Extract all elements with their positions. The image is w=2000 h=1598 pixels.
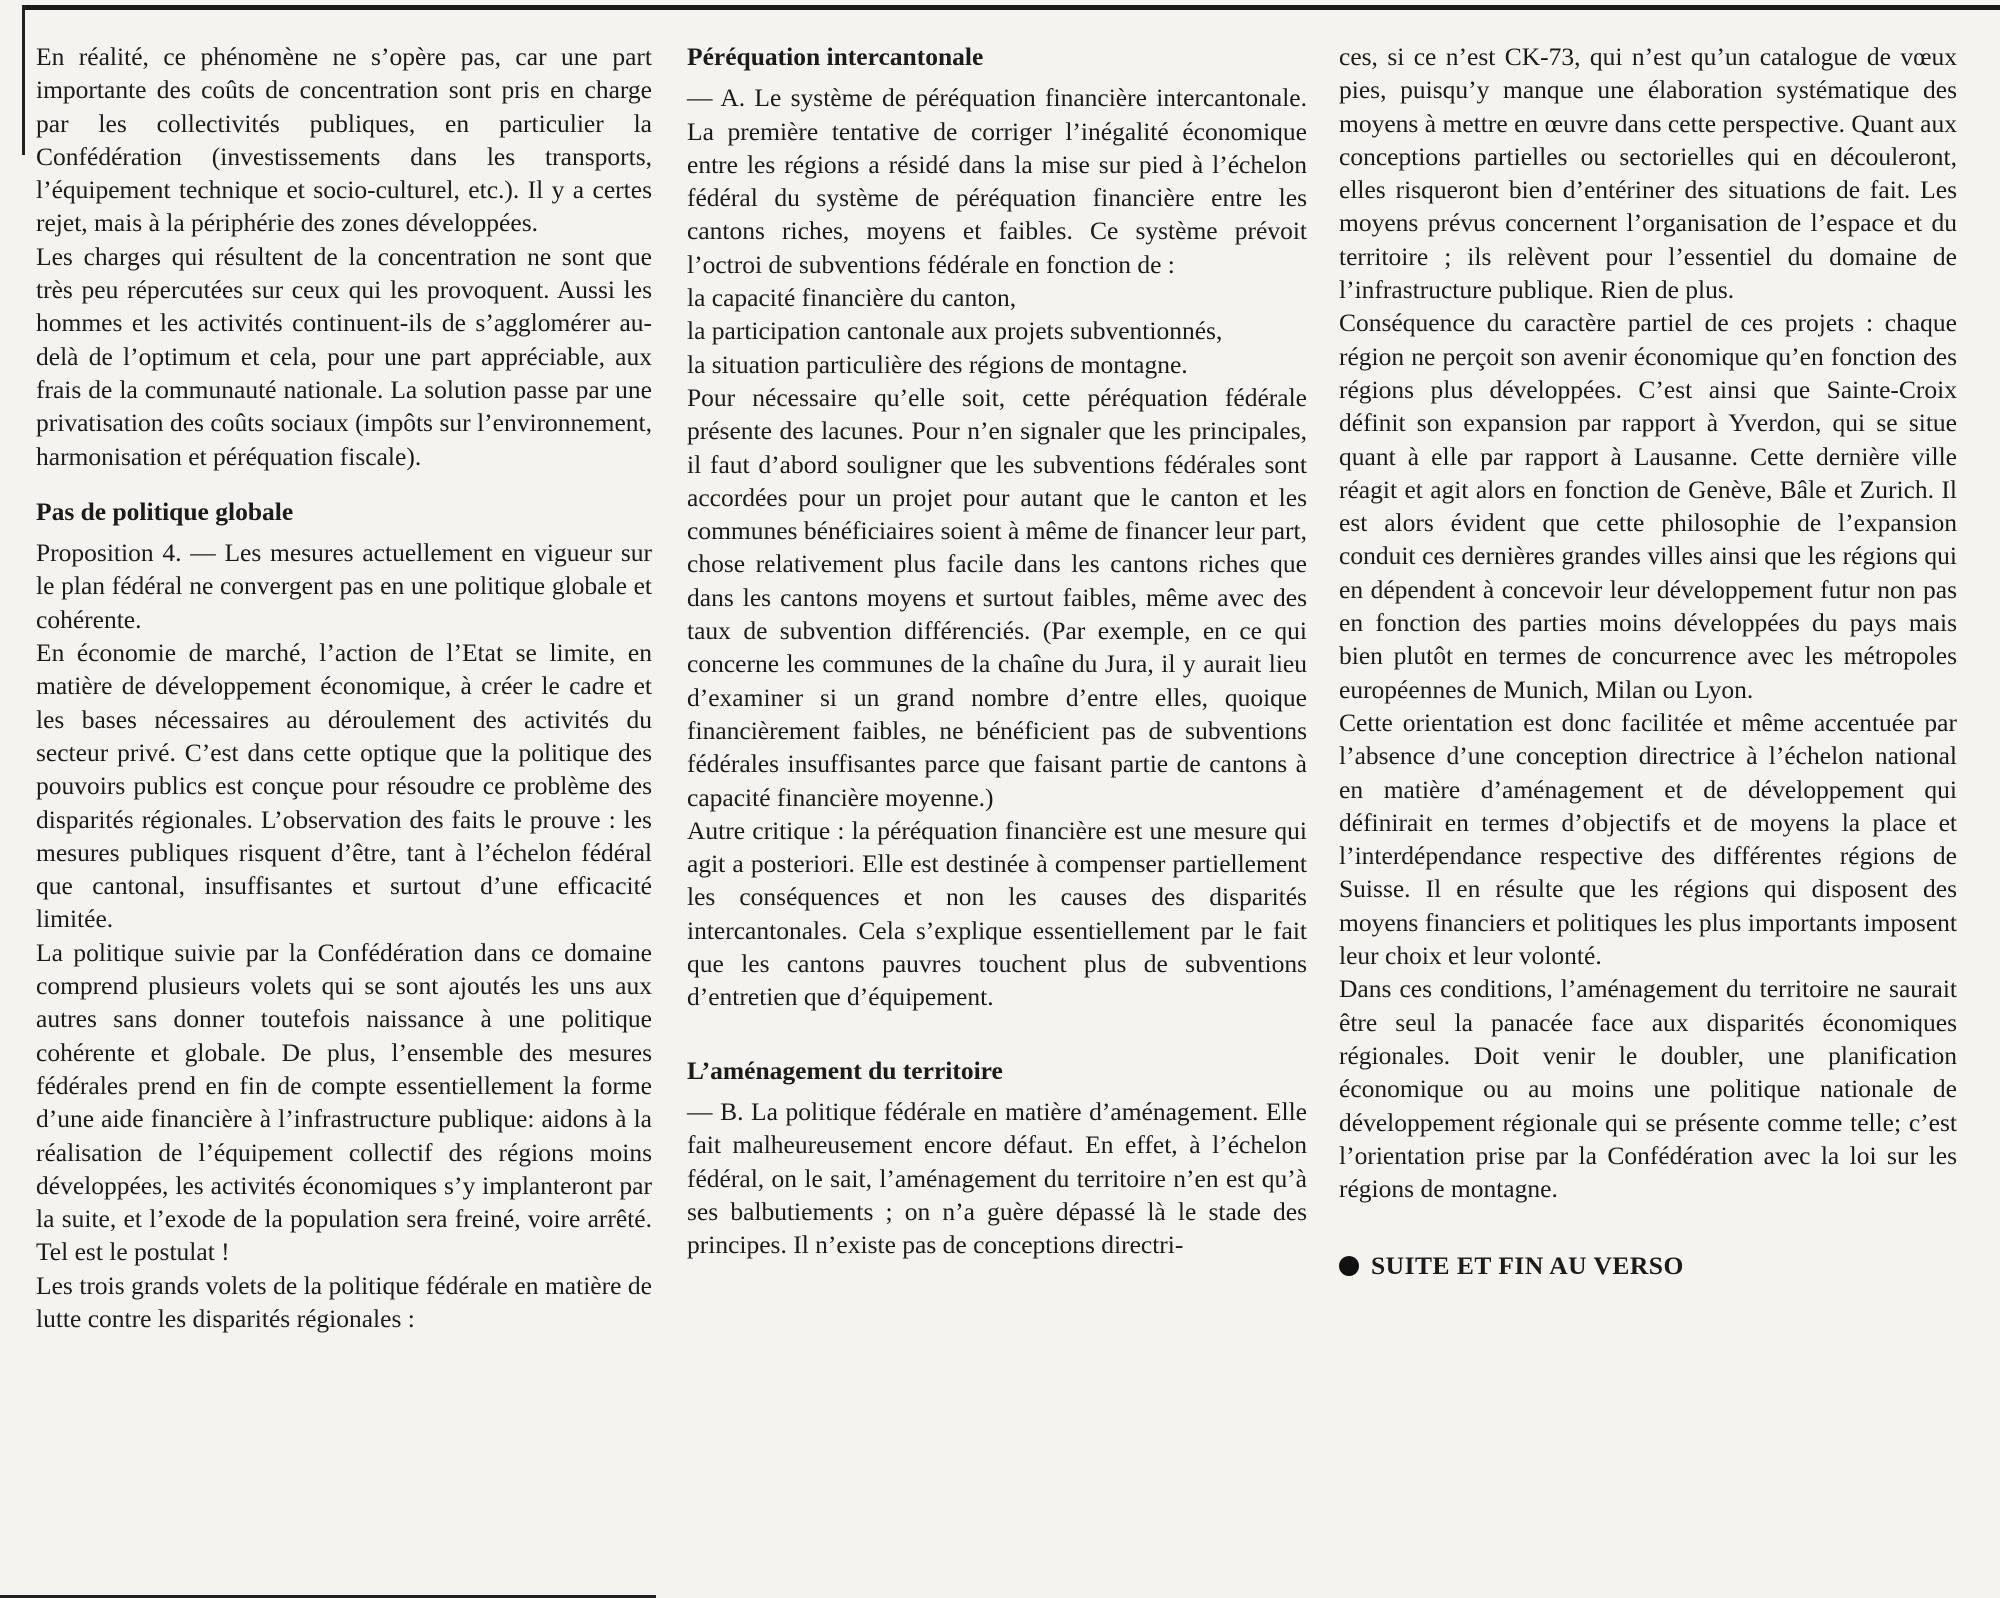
top-rule — [22, 5, 2000, 10]
paragraph: Les charges qui résultent de la concentration ne sont que très peu répercutées sur ceux qui les provoquent. Aussi les hommes et les activités continuent-ils de s’agglomérer au-delà de l’optimum et cela, pour une part appréciable, aux frais de la communauté nationale. La solution passe par une privatisation des coûts sociaux (impôts sur l’environnement, harmonisation et péréquation fiscale). — [36, 241, 652, 471]
column-2 — [687, 40, 1307, 1261]
list-item: la capacité financière du canton, — [687, 283, 1017, 313]
list-item: la participation cantonale aux projets subventionnés, — [687, 316, 1223, 346]
section-heading: L’aménagement du territoire — [687, 1055, 1003, 1085]
paragraph: — A. Le système de péréquation financière intercantonale. La première tentative de corriger l’inégalité économique entre les régions a résidé dans la mise sur pied à l’échelon fédéral du système de péréquation financière entre les cantons riches, moyens et faibles. Ce système prévoit l’octroi de subventions fédérale en fonction de : — [687, 83, 1307, 279]
section-heading: Péréquation intercantonale — [687, 42, 984, 71]
paragraph: Proposition 4. — Les mesures actuellement en vigueur sur le plan fédéral ne convergent pas en une politique globale et cohérente. — [36, 538, 652, 634]
column-3 — [1339, 40, 1957, 1283]
bullet-icon — [1339, 1256, 1359, 1276]
left-rule — [22, 5, 25, 155]
continued-notice — [1339, 1249, 1957, 1282]
paragraph: Dans ces conditions, l’aménagement du territoire ne saurait être seul la panacée face aux disparités économiques régionales. Doit venir le doubler, une planification économique ou au moins une politique nationale de développement régionale qui se présente comme telle; c’est l’orientation prise par la Confédération avec la loi sur les régions de montagne. — [1339, 974, 1957, 1204]
paragraph: Cette orientation est donc facilitée et même accentuée par l’absence d’une conception directrice à l’échelon national en matière d’aménagement et de développement qui définirait en termes d’objectifs et de moyens la place et l’interdépendance respective des différentes régions de Suisse. Il en résulte que les régions qui disposent des moyens financiers et politiques les plus importants imposent leur choix et leur volonté. — [1339, 707, 1957, 971]
paragraph: Pour nécessaire qu’elle soit, cette péréquation fédérale présente des lacunes. Pour n’en signaler que les principales, il faut d’abord souligner que les subventions fédérales sont accordées pour un projet pour autant que le canton et les communes bénéficiaires soient à même de financer leur part, chose relativement plus facile dans les cantons riches que dans les cantons moyens et surtout faibles, même avec des taux de subvention différenciés. (Par exemple, en ce qui concerne les communes de la chaîne du Jura, il y aurait lieu d’examiner si un grand nombre d’entre elles, quoique financièrement faibles, ne bénéficient pas de subventions fédérales insuffisantes parce que faisant partie de cantons à capacité financière moyenne.) — [687, 382, 1307, 812]
paragraph: Les trois grands volets de la politique fédérale en matière de lutte contre les disparités régionales : — [36, 1270, 652, 1333]
paragraph: La politique suivie par la Confédération dans ce domaine comprend plusieurs volets qui se sont ajoutés les uns aux autres sans donner toutefois naissance à une politique cohérente et globale. De plus, l’ensemble des mesures fédérales prend en fin de compte essentiellement la forme d’une aide financière à l’infrastructure publique: aidons à la réalisation de l’équipement collectif des régions moins développées, les activités économiques s’y implanteront par la suite, et l’exode de la population sera freiné, voire arrêté. Tel est le postulat ! — [36, 937, 652, 1267]
paragraph: Conséquence du caractère partiel de ces projets : chaque région ne perçoit son avenir économique qu’en fonction des régions plus développées. C’est ainsi que Sainte-Croix définit son expansion par rapport à Yverdon, qui se situe quant à elle par rapport à Lausanne. Cette dernière ville réagit et agit alors en fonction de Genève, Bâle et Zurich. Il est alors évident que cette philosophie de l’expansion conduit ces dernières grandes villes ainsi que les régions qui en dépendent à concevoir leur développement futur non pas en fonction des parties moins développées du pays mais bien plutôt en termes de concurrence avec les métropoles européennes de Munich, Milan ou Lyon. — [1339, 308, 1957, 704]
paragraph: En économie de marché, l’action de l’Etat se limite, en matière de développement économique, à créer le cadre et les bases nécessaires au déroulement des activités du secteur privé. C’est dans cette optique que la politique des pouvoirs publics est conçue pour résoudre ce problème des disparités régionales. L’observation des faits le prouve : les mesures publiques risquent d’être, tant à l’échelon fédéral que cantonal, insuffisantes et surtout d’une efficacité limitée. — [36, 638, 652, 934]
paragraph: — B. La politique fédérale en matière d’aménagement. Elle fait malheureusement encore défaut. En effet, à l’échelon fédéral, on le sait, l’aménagement du territoire n’en est qu’à ses balbutiements ; on n’a guère dépassé là le stade des principes. Il n’existe pas de conceptions directri- — [687, 1096, 1307, 1260]
paragraph: En réalité, ce phénomène ne s’opère pas, car une part importante des coûts de concentration sont pris en charge par les collectivités publiques, en particulier la Confédération (investissements dans les transports, l’équipement technique et socio-culturel, etc.). Il y a certes rejet, mais à la périphérie des zones développées. — [36, 42, 652, 238]
continued-label: SUITE ET FIN AU VERSO — [1371, 1251, 1684, 1281]
paragraph: ces, si ce n’est CK-73, qui n’est qu’un catalogue de vœux pies, puisqu’y manque une élaboration systématique des moyens à mettre en œuvre dans cette perspective. Quant aux conceptions partielles ou sectorielles qui en découleront, elles risqueront bien d’entériner des situations de fait. Les moyens prévus concernent l’organisation de l’espace et du territoire ; ils relèvent pour l’essentiel du domaine de l’infrastructure publique. Rien de plus. — [1339, 42, 1957, 305]
section-heading: Pas de politique globale — [36, 496, 294, 526]
list-item: la situation particulière des régions de montagne. — [687, 349, 1188, 379]
paragraph: Autre critique : la péréquation financière est une mesure qui agit a posteriori. Elle est destinée à compenser partiellement les conséquences et non les causes des disparités intercantonales. Cela s’explique essentiellement par le fait que les cantons pauvres touchent plus de subventions d’entretien que d’équipement. — [687, 815, 1307, 1012]
column-1 — [36, 40, 652, 1335]
